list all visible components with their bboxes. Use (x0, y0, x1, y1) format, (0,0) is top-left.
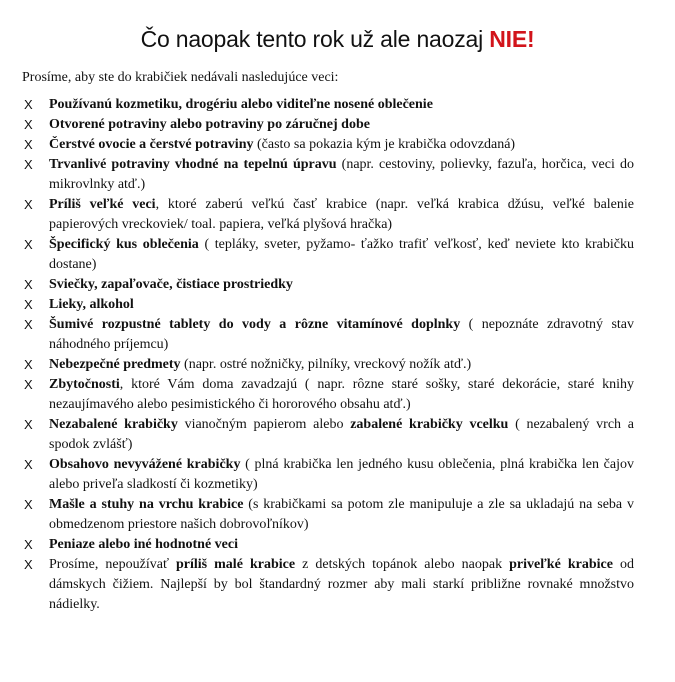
x-mark-icon: X (24, 497, 33, 512)
list-item (22, 95, 634, 115)
item-text: Prosíme, nepoužívať príliš malé krabice z detských topánok alebo naopak priveľké krabice od dámskych čižiem. Najlepší by bol štandardný rozmer aby mali starkí približne rovnaké množstvo nádielky. (49, 557, 634, 612)
item-text: Lieky, alkohol (49, 297, 134, 312)
x-mark-icon: X (24, 457, 33, 472)
x-mark-icon: X (24, 197, 33, 212)
x-mark-icon: X (24, 377, 33, 392)
item-text: Príliš veľké veci, ktoré zaberú veľkú časť krabice (napr. veľká krabica džúsu, veľké balenie papierových vreckoviek/ toal. papiera, veľká plyšová hračka) (49, 197, 635, 232)
x-mark-icon: X (24, 557, 33, 572)
item-text: Otvorené potraviny alebo potraviny po záručnej dobe (49, 117, 370, 132)
x-mark-icon: X (24, 137, 33, 152)
list-item (22, 495, 634, 535)
x-mark-icon: X (24, 537, 33, 552)
list-item (22, 115, 634, 135)
list-item (22, 295, 634, 315)
item-text: Obsahovo nevyvážené krabičky ( plná krabička len jedného kusu oblečenia, plná krabička len čajov alebo priveľa sladkostí či kozmetiky) (49, 457, 635, 492)
list-item (22, 375, 634, 415)
item-text: Sviečky, zapaľovače, čistiace prostriedky (49, 277, 293, 292)
list-item (22, 275, 634, 295)
x-mark-icon: X (24, 117, 33, 132)
item-text: Peniaze alebo iné hodnotné veci (49, 537, 238, 552)
list-item (22, 155, 634, 195)
item-text: Zbytočnosti, ktoré Vám doma zavadzajú ( napr. rôzne staré sošky, staré dekorácie, staré knihy nezaujímavého alebo pesimistického či hororového obsahu atď.) (49, 377, 634, 412)
x-mark-icon: X (24, 97, 33, 112)
x-mark-icon: X (24, 277, 33, 292)
list-item (22, 455, 634, 495)
item-text: Trvanlivé potraviny vhodné na tepelnú úpravu (napr. cestoviny, polievky, fazuľa, horčica, veci do mikrovlnky atď.) (49, 157, 634, 192)
prohibited-items-list (22, 95, 634, 615)
x-mark-icon: X (24, 237, 33, 252)
list-item (22, 555, 634, 615)
item-text: Špecifický kus oblečenia ( tepláky, sveter, pyžamo- ťažko trafiť veľkosť, keď neviete kto krabičku dostane) (49, 237, 634, 272)
list-item (22, 235, 634, 275)
item-text: Nezabalené krabičky vianočným papierom alebo zabalené krabičky vcelku ( nezabalený vrch a spodok zvlášť) (49, 417, 634, 452)
list-item (22, 355, 634, 375)
title-accent: NIE! (489, 26, 535, 52)
title-main: Čo naopak tento rok už ale naozaj (140, 26, 490, 52)
list-item (22, 535, 634, 555)
item-text: Používanú kozmetiku, drogériu alebo viditeľne nosené oblečenie (49, 97, 433, 112)
x-mark-icon: X (24, 157, 33, 172)
list-item (22, 315, 634, 355)
page-title (0, 24, 675, 54)
x-mark-icon: X (24, 357, 33, 372)
item-text: Mašle a stuhy na vrchu krabice (s krabičkami sa potom zle manipuluje a zle sa ukladajú na seba v obmedzenom priestore našich dobrovoľníkov) (49, 497, 634, 532)
item-text: Nebezpečné predmety (napr. ostré nožničky, pilníky, vreckový nožík atď.) (49, 357, 472, 372)
item-text: Čerstvé ovocie a čerstvé potraviny (často sa pokazia kým je krabička odovzdaná) (49, 137, 516, 152)
intro-text: Prosíme, aby ste do krabičiek nedávali nasledujúce veci: (22, 70, 339, 85)
x-mark-icon: X (24, 417, 33, 432)
list-item (22, 415, 634, 455)
list-item (22, 195, 634, 235)
x-mark-icon: X (24, 297, 33, 312)
x-mark-icon: X (24, 317, 33, 332)
item-text: Šumivé rozpustné tablety do vody a rôzne vitamínové doplnky ( nepoznáte zdravotný stav náhodného príjemcu) (49, 317, 634, 352)
list-item (22, 135, 634, 155)
